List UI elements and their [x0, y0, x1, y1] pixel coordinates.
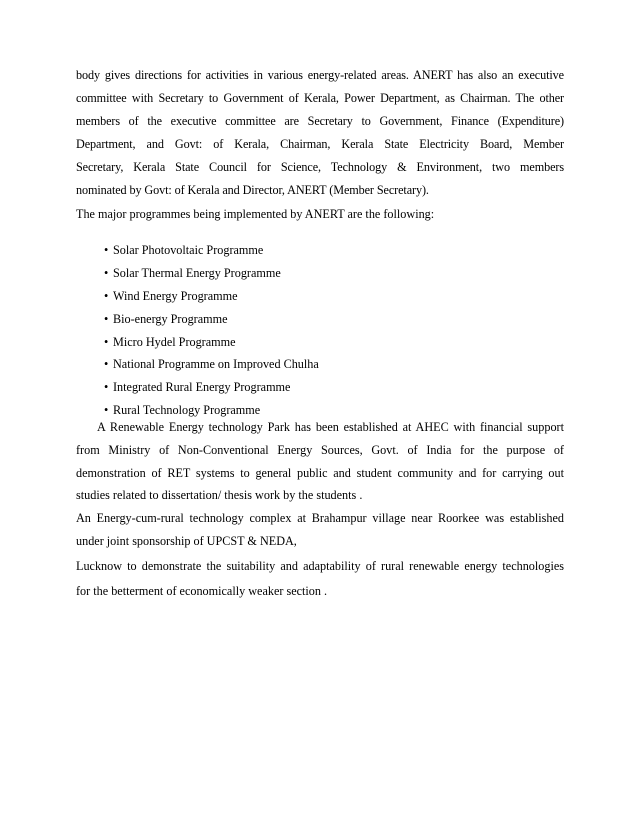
bullet-icon: •: [104, 265, 109, 280]
paragraph-line: An Energy-cum-rural technology complex at Brahampur village near Roorkee was established: [76, 511, 564, 526]
paragraph-line: committee with Secretary to Government of Kerala, Power Department, as Chairman. The other: [76, 91, 564, 106]
paragraph-line: A Renewable Energy technology Park has been established at AHEC with financial support: [97, 420, 564, 434]
document-page: [76, 64, 564, 598]
list-item-label: Integrated Rural Energy Programme: [113, 380, 291, 395]
technology-park-paragraph: [76, 416, 564, 603]
list-item: [104, 376, 319, 399]
programmes-intro: The major programmes being implemented by ANERT are the following:: [76, 207, 435, 221]
list-item-label: Wind Energy Programme: [113, 288, 238, 303]
list-item: [104, 353, 319, 376]
paragraph-line: nominated by Govt: of Kerala and Director, ANERT (Member Secretary).: [76, 183, 429, 198]
anert-committee-paragraph: [76, 64, 564, 203]
list-item-label: Solar Photovoltaic Programme: [113, 243, 264, 257]
paragraph-line: under joint sponsorship of UPCST & NEDA,: [76, 533, 297, 548]
paragraph-line: members of the executive committee are Secretary to Government, Finance (Expenditure): [76, 114, 564, 129]
list-item: [104, 285, 319, 308]
paragraph-line: Department, and Govt: of Kerala, Chairman, Kerala State Electricity Board, Member: [76, 137, 564, 152]
list-item: [104, 239, 319, 262]
bullet-icon: •: [104, 334, 109, 349]
paragraph-line: Lucknow to demonstrate the suitability and adaptability of rural renewable energy technologies: [76, 558, 564, 573]
bullet-icon: •: [104, 243, 109, 257]
list-item-label: Micro Hydel Programme: [113, 334, 236, 349]
bullet-icon: •: [104, 380, 109, 395]
paragraph-line: for the betterment of economically weaker section .: [76, 583, 328, 598]
paragraph-line: body gives directions for activities in various energy-related areas. ANERT has also an executive: [76, 68, 564, 82]
bullet-icon: •: [104, 288, 109, 303]
paragraph-line: Secretary, Kerala State Council for Science, Technology & Environment, two members: [76, 160, 564, 175]
bullet-icon: •: [104, 311, 109, 326]
list-item-label: Rural Technology Programme: [113, 403, 261, 418]
paragraph-line: studies related to dissertation/ thesis work by the students .: [76, 488, 363, 503]
paragraph-line: demonstration of RET systems to general public and student community and for carrying out: [76, 465, 564, 480]
list-item-label: Solar Thermal Energy Programme: [113, 265, 281, 280]
list-item: [104, 262, 319, 285]
bullet-icon: •: [104, 357, 109, 372]
list-item-label: Bio-energy Programme: [113, 311, 228, 326]
bullet-icon: •: [104, 403, 109, 418]
list-item: [104, 331, 319, 354]
list-item-label: National Programme on Improved Chulha: [113, 357, 319, 372]
list-item: [104, 308, 319, 331]
paragraph-line: from Ministry of Non-Conventional Energy Sources, Govt. of India for the purpose of: [76, 442, 564, 457]
programmes-list: [104, 239, 319, 422]
